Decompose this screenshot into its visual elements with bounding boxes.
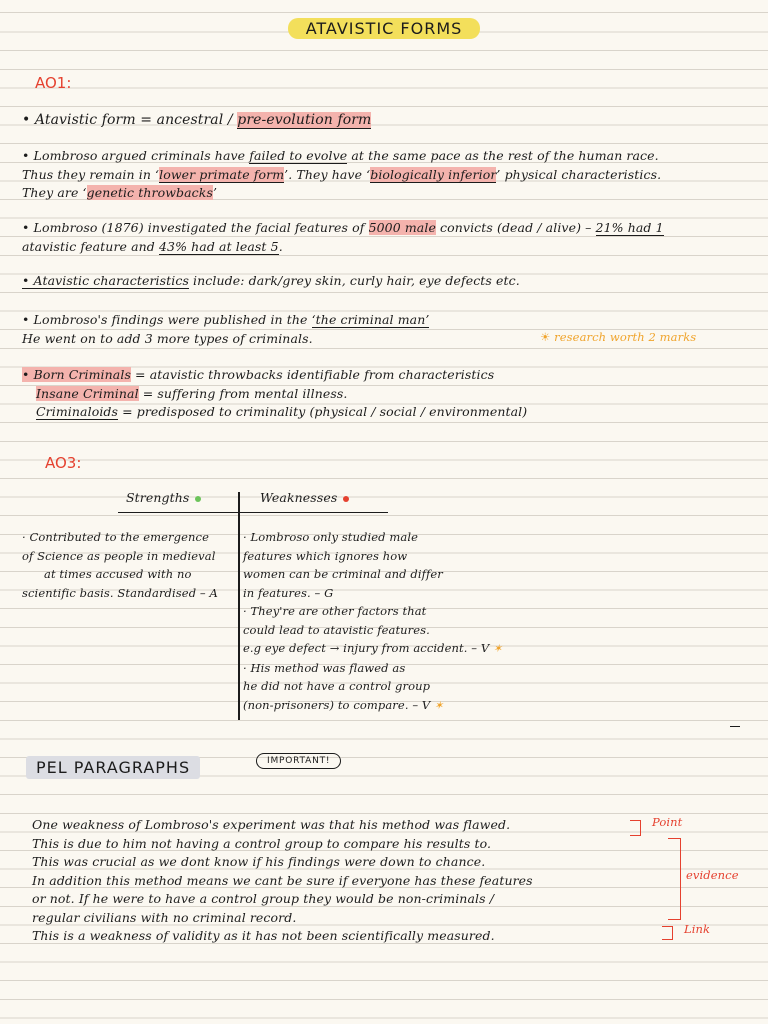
text-span: = predisposed to criminality (physical / social / environmental): [118, 404, 528, 419]
text-span: .: [278, 238, 283, 254]
weaknesses-list: [243, 528, 502, 715]
text-span: convicts (dead / alive) –: [435, 220, 596, 235]
point-bracket: [630, 820, 641, 836]
text-line: [22, 147, 661, 166]
text-line: He went on to add 3 more types of criminals.: [22, 330, 313, 346]
text-span: (non-prisoners) to compare. – V: [243, 697, 431, 712]
pel-line: This was crucial as we dont know if his findings were down to chance.: [32, 854, 486, 869]
star-icon: ✶: [434, 698, 444, 712]
star-icon: ✶: [493, 642, 503, 655]
evidence-label: evidence: [686, 868, 739, 882]
text-line: [22, 184, 661, 203]
link-label: Link: [684, 922, 711, 936]
text-span: atavistic feature and: [22, 238, 159, 254]
text-span: = suffering from mental illness.: [138, 385, 348, 401]
pel-line: This is due to him not having a control group to compare his results to.: [32, 835, 492, 851]
text-line: [22, 311, 429, 330]
atavistic-form-definition: • Atavistic form = ancestral /: [22, 112, 238, 128]
text-span: • Lombroso's findings were published in the: [22, 312, 312, 327]
strength-line: of Science as people in medieval: [22, 548, 216, 563]
text-span: ’. They have ‘: [284, 166, 371, 182]
weakness-line: · They're are other factors that: [243, 604, 427, 618]
ao1-bullet-findings: [22, 311, 429, 348]
table-header-divider: [118, 512, 388, 513]
weakness-line: [243, 639, 502, 659]
link-bracket: [662, 926, 673, 940]
text-span: They are ‘: [22, 185, 87, 200]
criminaloids: Criminaloids: [36, 404, 119, 419]
weakness-line: he did not have a control group: [243, 679, 431, 693]
text-line: [22, 403, 527, 422]
failed-to-evolve: failed to evolve: [249, 148, 348, 163]
ao1-bullet-lombroso-argued: [22, 147, 661, 203]
text-span: include: dark/grey skin, curly hair, eye defects etc.: [188, 273, 520, 288]
ao1-bullet-1876-study: [22, 219, 664, 256]
text-span: • Lombroso argued criminals have: [22, 148, 250, 163]
insane-criminal: Insane Criminal: [36, 385, 139, 401]
text-line: [22, 219, 664, 238]
43-percent: 43% had at least 5: [158, 238, 279, 254]
text-span: Thus they remain in ‘: [22, 166, 160, 182]
weakness-line: [243, 696, 502, 716]
born-criminals: • Born Criminals: [22, 367, 131, 382]
green-dot-icon: [195, 496, 201, 502]
text-line: [22, 385, 527, 404]
atavistic-characteristics: • Atavistic characteristics: [22, 273, 189, 288]
ao1-heading: AO1:: [35, 74, 72, 92]
weakness-line: in features. – G: [243, 585, 334, 600]
text-span: ’: [212, 185, 218, 200]
evidence-bracket: [668, 838, 681, 920]
5000-male: 5000 male: [368, 220, 436, 235]
text-span: • Lombroso (1876) investigated the facial features of: [22, 220, 369, 235]
research-note: ☀ research worth 2 marks: [540, 330, 697, 344]
red-dot-icon: [343, 496, 349, 502]
pel-line: regular civilians with no criminal record.: [32, 909, 297, 925]
ao1-bullet-atavistic-form: [22, 112, 371, 128]
ao1-bullet-characteristics: [22, 273, 520, 288]
weakness-line: could lead to atavistic features.: [243, 622, 430, 637]
text-span: ’ physical characteristics.: [496, 166, 662, 182]
21-percent: 21% had 1: [595, 220, 664, 235]
pel-line: This is a weakness of validity as it has not been scientifically measured.: [32, 928, 495, 943]
strengths-label: Strengths: [126, 490, 190, 505]
weakness-line: women can be criminal and differ: [243, 567, 443, 581]
weakness-line: · His method was flawed as: [243, 660, 406, 675]
pel-heading: PEL PARAGRAPHS: [26, 756, 200, 779]
text-line: [22, 366, 527, 385]
title-text: ATAVISTIC FORMS: [288, 18, 481, 39]
weakness-line: features which ignores how: [243, 548, 408, 563]
lower-primate-form: lower primate form: [159, 166, 285, 182]
page-title: [0, 18, 768, 39]
ao3-heading: AO3:: [45, 454, 82, 472]
the-criminal-man: ‘the criminal man’: [311, 312, 430, 327]
text-span: at the same pace as the rest of the human race.: [347, 148, 659, 163]
dash-mark: [730, 726, 740, 727]
genetic-throwbacks: genetic throwbacks: [86, 185, 213, 200]
strength-line: · Contributed to the emergence: [22, 530, 209, 544]
strengths-header: [126, 490, 201, 505]
pel-line: One weakness of Lombroso's experiment was that his method was flawed.: [32, 817, 511, 832]
strength-line: at times accused with no: [44, 567, 192, 581]
text-line: [22, 238, 664, 257]
biologically-inferior: biologically inferior: [370, 166, 497, 182]
strength-line: scientific basis. Standardised – A: [22, 585, 218, 600]
weaknesses-label: Weaknesses: [260, 490, 338, 505]
point-label: Point: [652, 815, 683, 829]
pre-evolution-highlight: pre-evolution form: [237, 112, 372, 128]
pel-line: In addition this method means we cant be sure if everyone has these features: [32, 872, 533, 888]
weaknesses-header: [260, 490, 349, 505]
important-bubble: IMPORTANT!: [256, 753, 341, 769]
strengths-list: [22, 528, 218, 602]
ao1-bullet-criminal-types: [22, 366, 527, 422]
table-column-divider: [238, 492, 240, 720]
text-line: [22, 166, 661, 185]
text-span: = atavistic throwbacks identifiable from characteristics: [130, 367, 495, 382]
text-span: e.g eye defect → injury from accident. – V: [243, 641, 490, 655]
pel-line: or not. If he were to have a control group they would be non-criminals /: [32, 891, 495, 906]
pel-paragraph: [32, 816, 533, 946]
weakness-line: · Lombroso only studied male: [243, 530, 419, 544]
